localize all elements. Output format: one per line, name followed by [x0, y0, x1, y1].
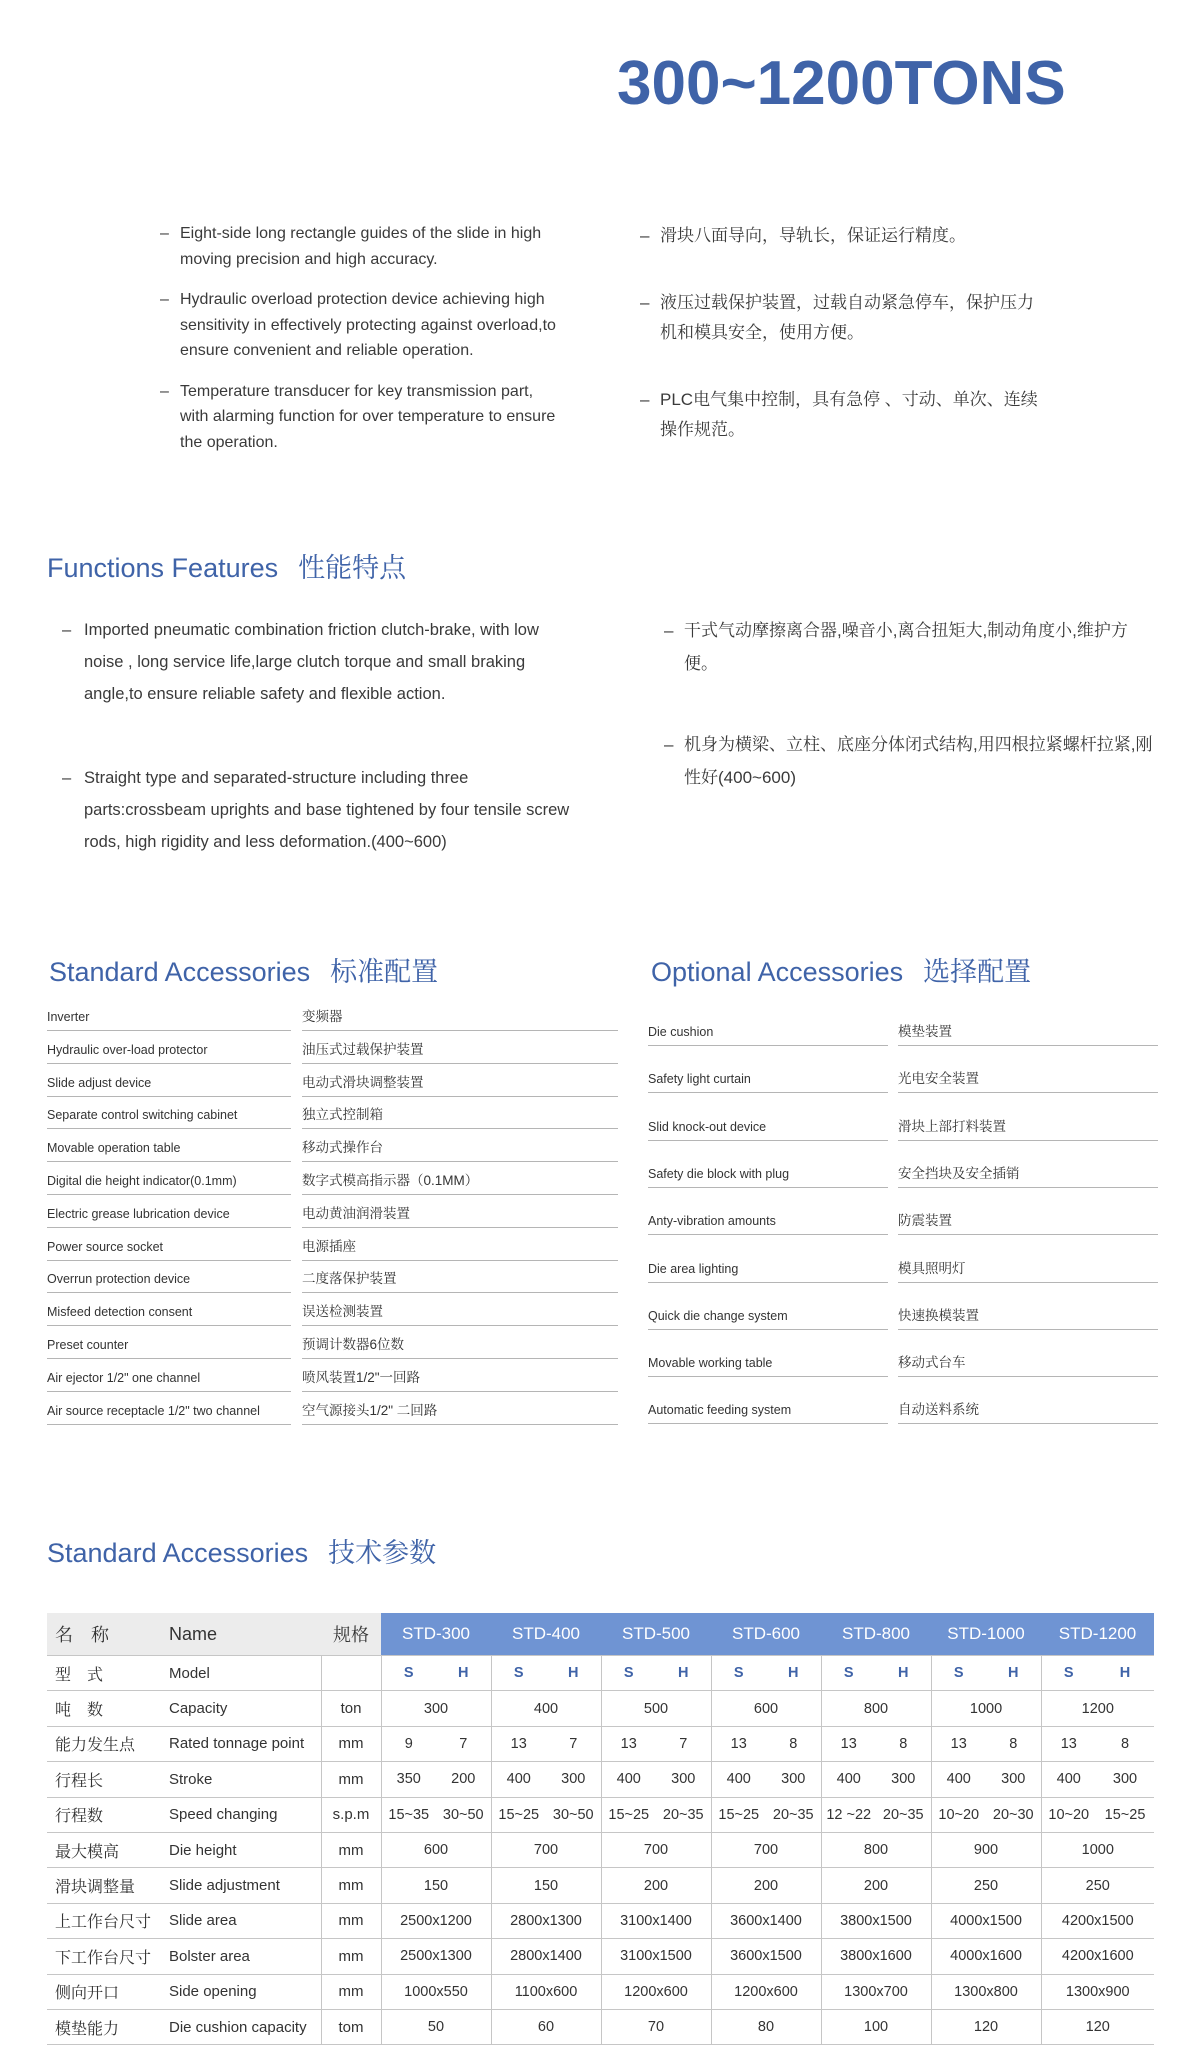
accessory-name-en: Preset counter	[47, 1334, 291, 1359]
table-cell: 700	[601, 1832, 711, 1867]
accessory-name-cn: 数字式模高指示器（0.1MM）	[302, 1170, 618, 1195]
table-cell: 13	[601, 1726, 656, 1761]
table-cell: 2800x1400	[491, 1939, 601, 1974]
table-cell: H	[986, 1656, 1041, 1691]
table-cell: 1000	[931, 1691, 1041, 1726]
table-cell: 300	[656, 1762, 711, 1797]
accessory-name-en: Power source socket	[47, 1236, 291, 1261]
accessory-name-cn: 滑块上部打料装置	[898, 1116, 1158, 1141]
table-cell: 8	[1096, 1726, 1154, 1761]
param-unit: mm	[321, 1832, 381, 1867]
functions-list-cn	[664, 614, 1154, 842]
param-name-en: Slide area	[165, 1903, 321, 1938]
accessory-name-cn: 二度落保护装置	[302, 1268, 618, 1293]
standard-accessories-title-cn: 标准配置	[330, 957, 439, 987]
spec-header-row	[47, 1613, 1154, 1656]
spec-table	[47, 1613, 1154, 2045]
table-cell: 4200x1600	[1041, 1939, 1154, 1974]
param-name-cn: 最大模高	[47, 1832, 165, 1867]
table-cell: 70	[601, 2009, 711, 2044]
accessory-name-cn: 移动式操作台	[302, 1137, 618, 1162]
spec-title-cn: 技术参数	[328, 1538, 437, 1568]
table-cell: 600	[711, 1691, 821, 1726]
param-name-cn: 行程数	[47, 1797, 165, 1832]
param-unit: tom	[321, 2009, 381, 2044]
table-cell: 400	[601, 1762, 656, 1797]
table-cell: 10~20	[1041, 1797, 1096, 1832]
table-cell: 700	[711, 1832, 821, 1867]
accessory-name-en: Misfeed detection consent	[47, 1301, 291, 1326]
table-cell: 13	[821, 1726, 876, 1761]
feature-item: – 滑块八面导向，导轨长，保证运行精度。	[640, 221, 1040, 251]
table-cell: S	[381, 1656, 436, 1691]
table-cell: 300	[1096, 1762, 1154, 1797]
accessory-name-en: Electric grease lubrication device	[47, 1203, 291, 1228]
param-name-cn: 型 式	[47, 1656, 165, 1691]
table-cell: 400	[491, 1762, 546, 1797]
feature-item: – Eight-side long rectangle guides of the slide in high moving precision and high accuracy.	[160, 221, 560, 272]
param-name-en: Rated tonnage point	[165, 1726, 321, 1761]
accessory-name-en: Safety light curtain	[648, 1068, 888, 1093]
param-name-cn: 滑块调整量	[47, 1868, 165, 1903]
model-header: STD-600	[711, 1613, 821, 1656]
table-cell: 20~35	[656, 1797, 711, 1832]
table-cell: 1200x600	[711, 1974, 821, 2009]
param-name-en: Side opening	[165, 1974, 321, 2009]
table-cell: 700	[491, 1832, 601, 1867]
accessory-name-en: Inverter	[47, 1006, 291, 1031]
table-cell: 4000x1500	[931, 1903, 1041, 1938]
table-cell: S	[491, 1656, 546, 1691]
function-item: – Straight type and separated-structure including three parts:crossbeam uprights and base tightened by four tensile screw rods, high rigidity and less deformation.(400~600)	[62, 762, 582, 858]
table-cell: H	[546, 1656, 601, 1691]
function-item: – 机身为横梁、立柱、底座分体闭式结构,用四根拉紧螺杆拉紧,刚性好(400~600)	[664, 728, 1154, 794]
table-row	[47, 1656, 1154, 1691]
param-name-en: Bolster area	[165, 1939, 321, 1974]
param-name-en: Die height	[165, 1832, 321, 1867]
table-row	[47, 1762, 1154, 1797]
table-cell: 30~50	[546, 1797, 601, 1832]
param-name-cn: 吨 数	[47, 1691, 165, 1726]
param-unit: mm	[321, 1903, 381, 1938]
param-unit: mm	[321, 1939, 381, 1974]
table-cell: 7	[546, 1726, 601, 1761]
header-name-cn: 名 称	[47, 1613, 165, 1656]
table-cell: 100	[821, 2009, 931, 2044]
table-cell: 9	[381, 1726, 436, 1761]
param-name-en: Stroke	[165, 1762, 321, 1797]
table-cell: S	[601, 1656, 656, 1691]
param-name-cn: 能力发生点	[47, 1726, 165, 1761]
param-name-en: Speed changing	[165, 1797, 321, 1832]
functions-title-cn: 性能特点	[298, 553, 407, 583]
table-cell: 80	[711, 2009, 821, 2044]
table-cell: 800	[821, 1691, 931, 1726]
accessory-name-en: Air source receptacle 1/2" two channel	[47, 1400, 291, 1425]
table-cell: 350	[381, 1762, 436, 1797]
table-cell: 4200x1500	[1041, 1903, 1154, 1938]
accessory-name-cn: 误送检测装置	[302, 1301, 618, 1326]
accessory-name-cn: 变频器	[302, 1006, 618, 1031]
table-cell: 7	[656, 1726, 711, 1761]
table-cell: 13	[711, 1726, 766, 1761]
table-cell: 3600x1400	[711, 1903, 821, 1938]
table-row	[47, 1797, 1154, 1832]
table-cell: 15~35	[381, 1797, 436, 1832]
table-cell: 300	[876, 1762, 931, 1797]
accessory-name-cn: 电动黄油润滑装置	[302, 1203, 618, 1228]
table-cell: 200	[821, 1868, 931, 1903]
table-cell: 4000x1600	[931, 1939, 1041, 1974]
accessory-name-en: Safety die block with plug	[648, 1163, 888, 1188]
accessory-name-en: Die cushion	[648, 1021, 888, 1046]
accessory-name-cn: 移动式台车	[898, 1352, 1158, 1377]
table-cell: 1000x550	[381, 1974, 491, 2009]
table-cell: 20~30	[986, 1797, 1041, 1832]
accessory-name-cn: 电源插座	[302, 1236, 618, 1261]
table-row	[47, 1832, 1154, 1867]
table-cell: 250	[931, 1868, 1041, 1903]
header-name-en: Name	[165, 1613, 321, 1656]
param-name-en: Capacity	[165, 1691, 321, 1726]
accessory-name-en: Quick die change system	[648, 1305, 888, 1330]
feature-item: – Temperature transducer for key transmission part, with alarming function for over temperature to ensure the operation.	[160, 379, 560, 456]
table-cell: 120	[931, 2009, 1041, 2044]
table-cell: 1200x600	[601, 1974, 711, 2009]
table-cell: 1300x700	[821, 1974, 931, 2009]
table-cell: 1300x800	[931, 1974, 1041, 2009]
table-cell: 3600x1500	[711, 1939, 821, 1974]
feature-item: – PLC电气集中控制，具有急停 、寸动、单次、连续操作规范。	[640, 385, 1040, 445]
function-item: – Imported pneumatic combination friction clutch-brake, with low noise , long service life,large clutch torque and small braking angle,to ensure reliable safety and flexible action.	[62, 614, 582, 710]
param-unit: mm	[321, 1868, 381, 1903]
spec-title-en: Standard Accessories	[47, 1538, 309, 1568]
feature-item: – Hydraulic overload protection device achieving high sensitivity in effectively protecting against overload,to ensure convenient and reliable operation.	[160, 287, 560, 364]
model-header: STD-500	[601, 1613, 711, 1656]
accessory-name-en: Hydraulic over-load protector	[47, 1039, 291, 1064]
table-cell: S	[931, 1656, 986, 1691]
param-name-en: Slide adjustment	[165, 1868, 321, 1903]
table-cell: 2500x1200	[381, 1903, 491, 1938]
accessory-name-cn: 自动送料系统	[898, 1399, 1158, 1424]
accessory-name-en: Overrun protection device	[47, 1268, 291, 1293]
optional-accessories-title-cn: 选择配置	[923, 957, 1032, 987]
table-cell: 30~50	[436, 1797, 491, 1832]
table-cell: 3800x1600	[821, 1939, 931, 1974]
param-name-cn: 上工作台尺寸	[47, 1903, 165, 1938]
param-unit: mm	[321, 1762, 381, 1797]
accessory-name-en: Die area lighting	[648, 1258, 888, 1283]
table-cell: 400	[931, 1762, 986, 1797]
table-cell: 200	[711, 1868, 821, 1903]
table-cell: 300	[546, 1762, 601, 1797]
table-row	[47, 2009, 1154, 2044]
page-title: 300~1200TONS	[617, 49, 1066, 118]
table-cell: 200	[436, 1762, 491, 1797]
functions-heading	[47, 550, 406, 591]
table-cell: H	[656, 1656, 711, 1691]
table-cell: 15~25	[1096, 1797, 1154, 1832]
table-cell: 150	[491, 1868, 601, 1903]
table-row	[47, 1974, 1154, 2009]
table-cell: 20~35	[766, 1797, 821, 1832]
table-cell: 13	[931, 1726, 986, 1761]
accessory-name-cn: 电动式滑块调整装置	[302, 1072, 618, 1097]
table-cell: 400	[821, 1762, 876, 1797]
accessory-name-en: Movable working table	[648, 1352, 888, 1377]
accessory-name-en: Slid knock-out device	[648, 1116, 888, 1141]
optional-accessories-title-en: Optional Accessories	[651, 957, 904, 987]
table-row	[47, 1691, 1154, 1726]
table-cell: 3100x1400	[601, 1903, 711, 1938]
top-features-cn	[640, 221, 1040, 482]
table-cell: 1100x600	[491, 1974, 601, 2009]
accessory-name-cn: 防震装置	[898, 1210, 1158, 1235]
table-row	[47, 1939, 1154, 1974]
header-unit: 规格	[321, 1613, 381, 1656]
table-cell: 300	[766, 1762, 821, 1797]
table-cell: 400	[711, 1762, 766, 1797]
table-cell: 2800x1300	[491, 1903, 601, 1938]
accessory-name-cn: 预调计数器6位数	[302, 1334, 618, 1359]
table-cell: 200	[601, 1868, 711, 1903]
table-cell: S	[821, 1656, 876, 1691]
param-name-cn: 侧向开口	[47, 1974, 165, 2009]
table-cell: 60	[491, 2009, 601, 2044]
accessory-name-en: Air ejector 1/2" one channel	[47, 1367, 291, 1392]
table-cell: 1000	[1041, 1832, 1154, 1867]
model-header: STD-1200	[1041, 1613, 1154, 1656]
table-cell: 900	[931, 1832, 1041, 1867]
table-cell: 3800x1500	[821, 1903, 931, 1938]
accessory-name-cn: 光电安全装置	[898, 1068, 1158, 1093]
table-row	[47, 1868, 1154, 1903]
accessory-name-cn: 油压式过载保护装置	[302, 1039, 618, 1064]
standard-accessories-heading	[49, 954, 438, 995]
table-cell: 10~20	[931, 1797, 986, 1832]
param-unit: mm	[321, 1726, 381, 1761]
table-row	[47, 1903, 1154, 1938]
param-name-en: Model	[165, 1656, 321, 1691]
table-cell: 15~25	[491, 1797, 546, 1832]
functions-title-en: Functions Features	[47, 553, 279, 583]
table-cell: 8	[986, 1726, 1041, 1761]
table-cell: 13	[1041, 1726, 1096, 1761]
table-cell: 800	[821, 1832, 931, 1867]
optional-accessories-heading	[651, 954, 1031, 995]
table-cell: H	[436, 1656, 491, 1691]
accessory-name-en: Movable operation table	[47, 1137, 291, 1162]
table-cell: 7	[436, 1726, 491, 1761]
param-name-cn: 模垫能力	[47, 2009, 165, 2044]
accessory-name-cn: 快速换模装置	[898, 1305, 1158, 1330]
accessory-name-cn: 喷风装置1/2"一回路	[302, 1367, 618, 1392]
spec-table-body	[47, 1656, 1154, 2045]
table-cell: 600	[381, 1832, 491, 1867]
model-header: STD-300	[381, 1613, 491, 1656]
model-header: STD-400	[491, 1613, 601, 1656]
accessory-name-en: Separate control switching cabinet	[47, 1104, 291, 1129]
param-unit: s.p.m	[321, 1797, 381, 1832]
accessory-name-en: Automatic feeding system	[648, 1399, 888, 1424]
param-unit	[321, 1656, 381, 1691]
functions-list-en	[62, 614, 582, 910]
table-cell: 400	[1041, 1762, 1096, 1797]
table-cell: S	[711, 1656, 766, 1691]
table-row	[47, 1726, 1154, 1761]
accessory-name-cn: 模垫装置	[898, 1021, 1158, 1046]
table-cell: 2500x1300	[381, 1939, 491, 1974]
param-name-cn: 下工作台尺寸	[47, 1939, 165, 1974]
table-cell: 500	[601, 1691, 711, 1726]
table-cell: 12 ~22	[821, 1797, 876, 1832]
accessory-name-cn: 空气源接头1/2" 二回路	[302, 1400, 618, 1425]
param-name-en: Die cushion capacity	[165, 2009, 321, 2044]
accessory-name-en: Slide adjust device	[47, 1072, 291, 1097]
top-features-en	[160, 221, 560, 470]
table-cell: S	[1041, 1656, 1096, 1691]
standard-accessories-title-en: Standard Accessories	[49, 957, 311, 987]
param-unit: mm	[321, 1974, 381, 2009]
accessory-name-cn: 模具照明灯	[898, 1258, 1158, 1283]
accessory-name-cn: 独立式控制箱	[302, 1104, 618, 1129]
table-cell: 15~25	[711, 1797, 766, 1832]
table-cell: H	[1096, 1656, 1154, 1691]
feature-item: – 液压过载保护装置，过载自动紧急停车，保护压力机和模具安全，使用方便。	[640, 288, 1040, 348]
table-cell: 1200	[1041, 1691, 1154, 1726]
table-cell: 3100x1500	[601, 1939, 711, 1974]
model-header: STD-800	[821, 1613, 931, 1656]
table-cell: 300	[986, 1762, 1041, 1797]
model-header: STD-1000	[931, 1613, 1041, 1656]
table-cell: 13	[491, 1726, 546, 1761]
spec-heading	[47, 1535, 436, 1576]
accessory-name-en: Anty-vibration amounts	[648, 1210, 888, 1235]
accessory-name-cn: 安全挡块及安全插销	[898, 1163, 1158, 1188]
table-cell: 400	[491, 1691, 601, 1726]
accessory-name-en: Digital die height indicator(0.1mm)	[47, 1170, 291, 1195]
table-cell: 8	[876, 1726, 931, 1761]
param-name-cn: 行程长	[47, 1762, 165, 1797]
function-item: – 干式气动摩擦离合器,噪音小,离合扭矩大,制动角度小,维护方便。	[664, 614, 1154, 680]
table-cell: H	[766, 1656, 821, 1691]
table-cell: 50	[381, 2009, 491, 2044]
table-cell: 120	[1041, 2009, 1154, 2044]
table-cell: 150	[381, 1868, 491, 1903]
table-cell: 300	[381, 1691, 491, 1726]
param-unit: ton	[321, 1691, 381, 1726]
table-cell: 20~35	[876, 1797, 931, 1832]
table-cell: 250	[1041, 1868, 1154, 1903]
table-cell: 1300x900	[1041, 1974, 1154, 2009]
table-cell: 8	[766, 1726, 821, 1761]
table-cell: H	[876, 1656, 931, 1691]
table-cell: 15~25	[601, 1797, 656, 1832]
